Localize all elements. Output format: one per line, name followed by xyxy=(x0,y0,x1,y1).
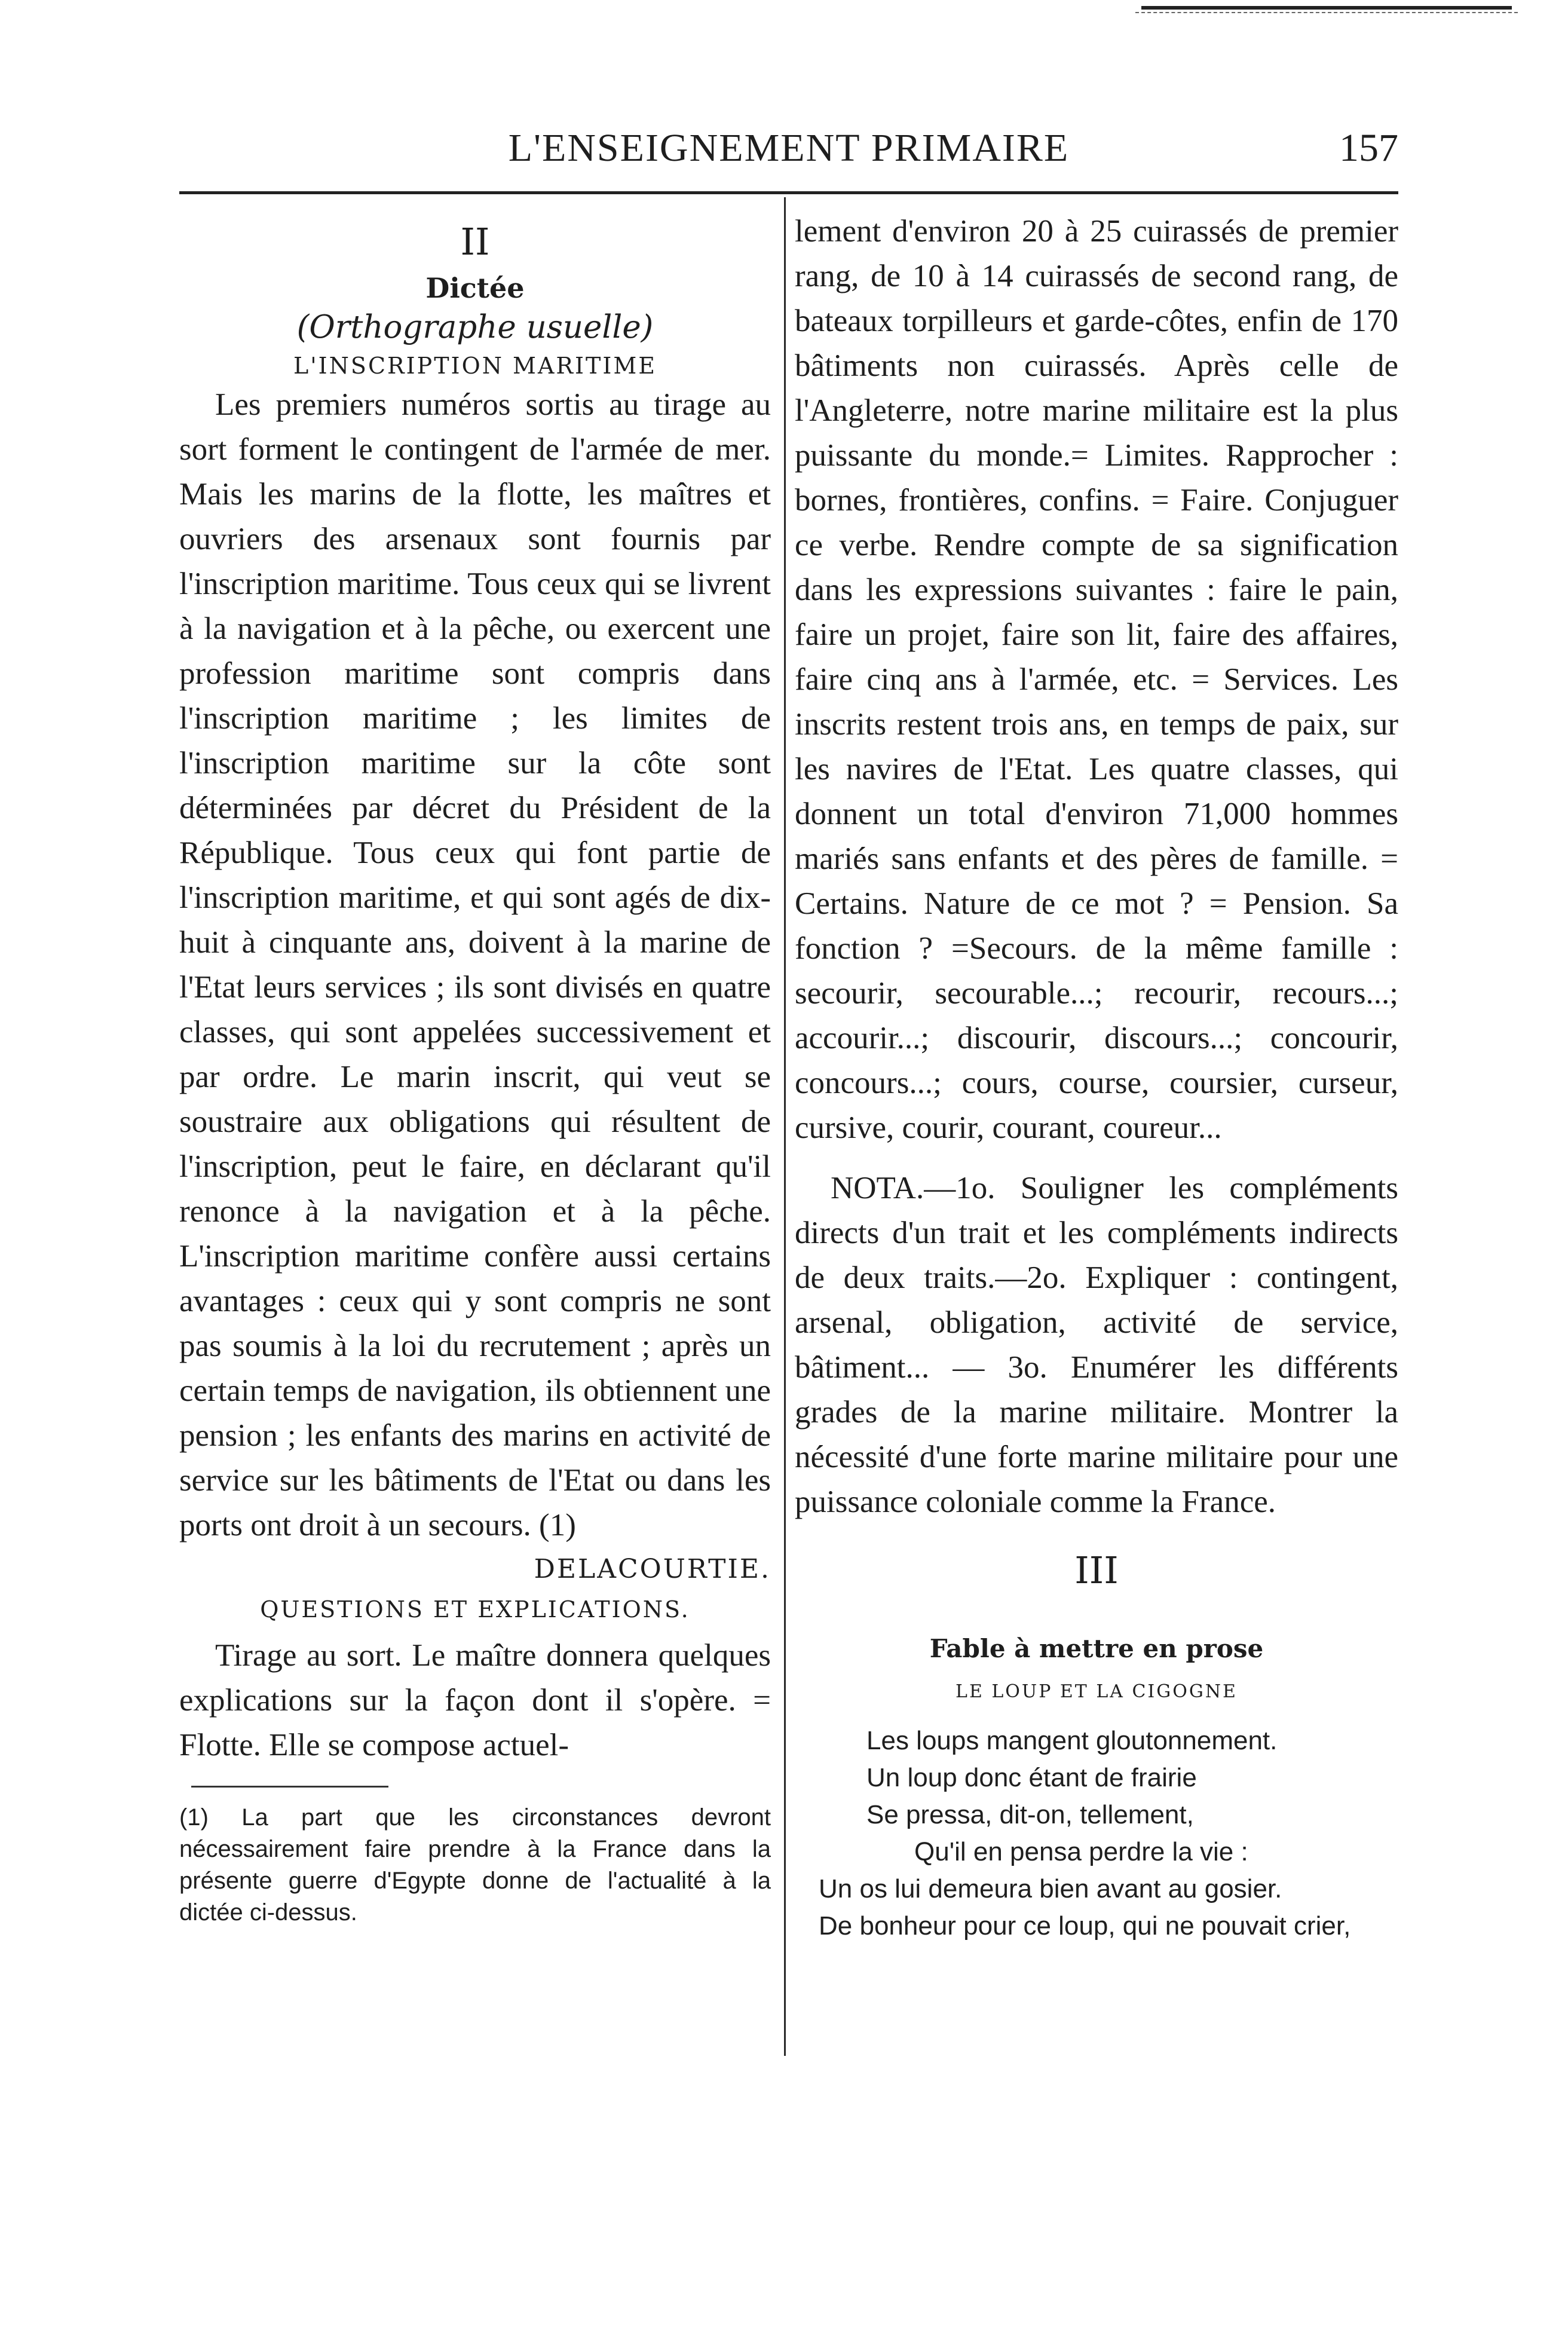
fable-title: Fable à mettre en prose xyxy=(929,1634,1264,1663)
footnote-rule xyxy=(191,1786,388,1788)
questions-title: QUESTIONS ET EXPLICATIONS. xyxy=(260,1596,690,1623)
column-divider xyxy=(784,197,786,2056)
verse-line: Un loup donc étant de frairie xyxy=(866,1763,1197,1792)
left-column xyxy=(179,209,771,1929)
running-head xyxy=(179,126,1398,179)
verse-line: Se pressa, dit-on, tellement, xyxy=(866,1800,1194,1829)
verse-line: De bonheur pour ce loup, qui ne pouvait crier, xyxy=(819,1911,1351,1941)
fable-verses xyxy=(795,1722,1398,1945)
verse-line: Les loups mangent gloutonnement. xyxy=(866,1726,1278,1755)
dictation-text: Les premiers numéros sortis au tirage au sort forment le contingent de l'armée de mer. Mais les marins de la flotte, les maîtres et ouvriers des arsenaux sont fournis par l'inscription maritime. Tous ceux qui se livrent à la navigation et à la pêche, ou exercent une profession maritime sont compris dans l'inscription maritime ; les limites de l'inscription maritime sur la côte sont déterminées par décret du Président de la République. Tous ceux qui font partie de l'inscription maritime, et qui sont agés de dix-huit à cinquante ans, doivent à la marine de l'Etat leurs services ; ils sont divisés en quatre classes, qui sont appelées successivement et par ordre. Le marin inscrit, qui veut se soustraire aux obligations qui résultent de l'inscription, peut le faire, en déclarant qu'il renonce à la navigation et à la pêche. L'inscription maritime confère aussi certains avantages : ceux qui y sont compris ne sont pas soumis à la loi du recrutement ; après un certain temps de navigation, ils obtiennent une pension ; les enfants des marins en activité de service sur les bâtiments de l'Etat ou dans les ports ont droit à un secours. (1) xyxy=(179,387,771,1542)
running-title: L'ENSEIGNEMENT PRIMAIRE xyxy=(508,126,1070,170)
dictation-title: L'INSCRIPTION MARITIME xyxy=(293,353,657,379)
footnote: (1) La part que les circonstances devront nécessairement faire prendre à la France dans la présente guerre d'Egypte donne de l'actualité à la dictée ci-dessus. xyxy=(179,1804,771,1926)
page-number: 157 xyxy=(1339,126,1398,170)
corner-rule-thin xyxy=(1135,12,1518,13)
verse-line: Qu'il en pensa perdre la vie : xyxy=(914,1837,1248,1866)
section-title: Dictée xyxy=(425,272,525,304)
questions-continued: lement d'environ 20 à 25 cuirassés de premier rang, de 10 à 14 cuirassés de second rang, de bateaux torpilleurs et garde-côtes, enfin de 170 bâtiments non cuirassés. Après celle de l'Angleterre, notre marine militaire est la plus puissante du monde.= Limites. Rapprocher : bornes, frontières, confins. = Faire. Conjuguer ce verbe. Rendre compte de sa signification dans les expressions suivantes : faire le pain, faire un projet, faire son lit, faire des affaires, faire cinq ans à l'armée, etc. = Services. Les inscrits restent trois ans, en temps de paix, sur les navires de l'Etat. Les quatre classes, qui donnent un total d'environ 71,000 hommes mariés sans enfants et des pères de famille. = Certains. Nature de ce mot ? = Pension. Sa fonction ? =Secours. de la même famille : secourir, secourable...; recourir, recours...; accourir...; discourir, discours...; concourir, concours...; cours, course, coursier, curseur, cursive, courir, courant, coureur... xyxy=(795,214,1398,1145)
section-number-iii: III xyxy=(1074,1548,1119,1592)
author: DELACOURTIE. xyxy=(534,1554,771,1584)
fable-subtitle: LE LOUP ET LA CIGOGNE xyxy=(956,1681,1238,1702)
questions-start: Tirage au sort. Le maître donnera quelques explications sur la façon dont il s'opère. = Flotte. Elle se compose actuel- xyxy=(179,1638,771,1762)
verse-line: Un os lui demeura bien avant au gosier. xyxy=(819,1874,1282,1903)
section-subtitle: (Orthographe usuelle) xyxy=(296,309,654,345)
corner-rule xyxy=(1141,6,1512,10)
section-number-ii: II xyxy=(460,220,490,264)
head-rule xyxy=(179,191,1398,194)
nota: NOTA.—1o. Souligner les compléments directs d'un trait et les compléments indirects de deux traits.—2o. Expliquer : contingent, arsenal, obligation, activité de service, bâtiment... — 3o. Enumérer les différents grades de la marine militaire. Montrer la nécessité d'une forte marine militaire pour une puissance coloniale comme la France. xyxy=(795,1171,1398,1519)
right-column xyxy=(795,209,1398,1945)
